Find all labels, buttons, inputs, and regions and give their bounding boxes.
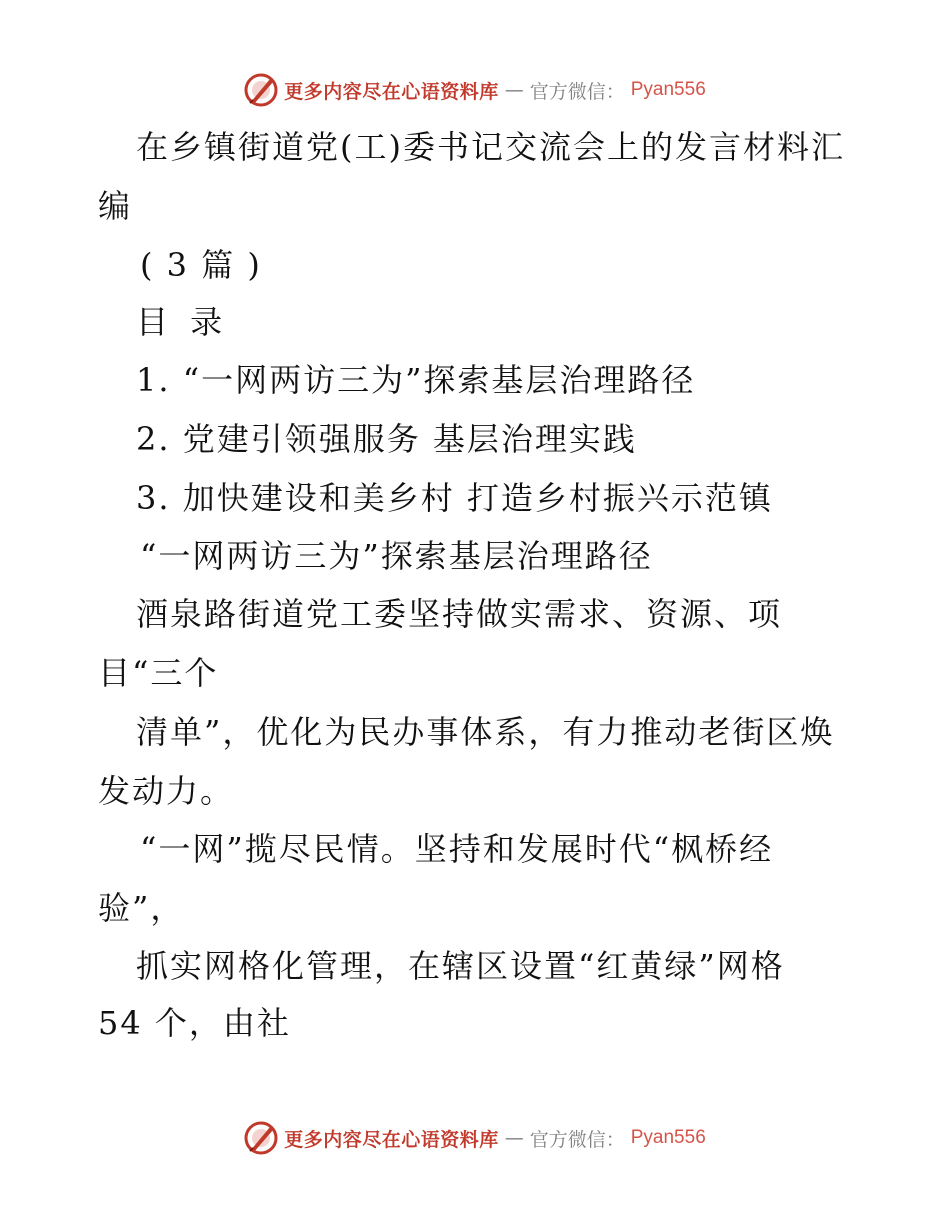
footer-separator: — [504,1127,524,1149]
footer-wechat-id: Pyan556 [630,1127,706,1148]
paragraph-line: 酒泉路街道党工委坚持做实需求、资源、项 [136,595,783,633]
header-wechat-id: Pyan556 [630,79,706,100]
header-brand-text: 更多内容尽在心语资料库 [284,80,499,103]
toc-item-1: 1. “一网两访三为”探索基层治理路径 [136,361,696,399]
header-separator: — [504,79,524,101]
paragraph-line: 54 个，由社 [98,1004,291,1042]
document-count: ( 3 篇 ) [140,246,262,284]
header-banner-inner [244,73,706,107]
paragraph-line: “一网”揽尽民情。坚持和发展时代“枫桥经 [140,830,774,868]
header-wechat-label: 官方微信： [529,80,625,103]
document-title-line1: 在乡镇街道党(工)委书记交流会上的发言材料汇 [136,128,845,166]
footer-wechat-label: 官方微信： [529,1128,625,1151]
header-banner [0,70,950,110]
quill-pen-logo-icon [244,1121,278,1155]
paragraph-line: 发动力。 [98,772,235,810]
footer-banner-inner [244,1121,706,1155]
paragraph-line: 清单”，优化为民办事体系，有力推动老街区焕 [136,713,835,751]
paragraph-line: 抓实网格化管理，在辖区设置“红黄绿”网格 [136,947,785,985]
footer-banner [0,1118,950,1158]
paragraph-line: 验”， [98,889,185,927]
toc-item-2: 2. 党建引领强服务 基层治理实践 [136,420,637,458]
toc-heading: 目 录 [136,303,229,341]
footer-brand-text: 更多内容尽在心语资料库 [284,1128,499,1151]
quill-pen-logo-icon [244,73,278,107]
toc-item-3: 3. 加快建设和美乡村 打造乡村振兴示范镇 [136,479,773,517]
paragraph-line: 目“三个 [98,654,219,692]
document-title-line2: 编 [98,187,133,225]
section-title: “一网两访三为”探索基层治理路径 [140,537,653,575]
